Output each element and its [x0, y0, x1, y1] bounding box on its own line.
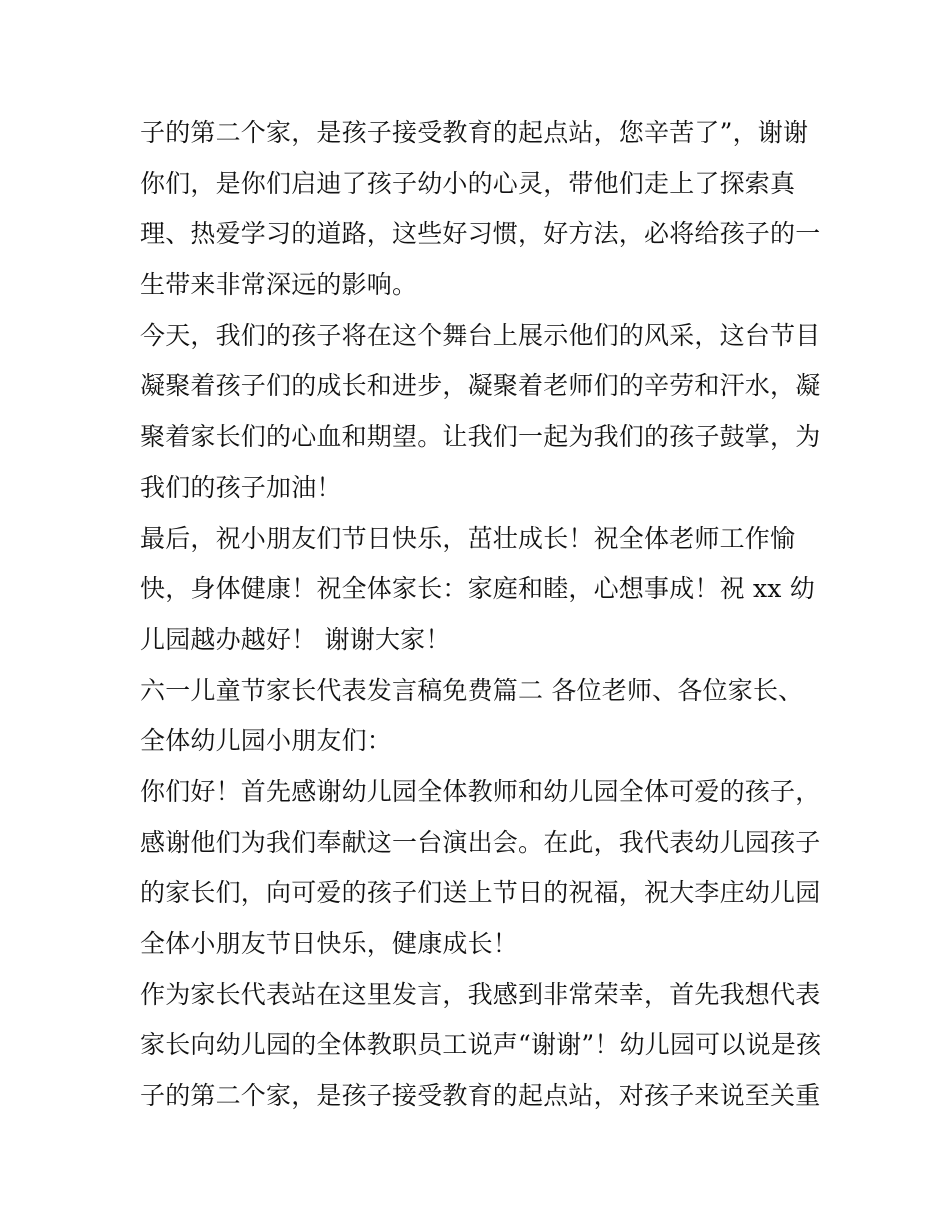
text-line: 子的第二个家，是孩子接受教育的起点站，您辛苦了”，谢谢: [140, 118, 809, 147]
text-line: 全体幼儿园小朋友们：: [140, 726, 393, 756]
text-line: 凝聚着孩子们的成长和进步，凝聚着老师们的辛劳和汗水，凝: [140, 371, 821, 401]
text-line: 快，身体健康！祝全体家长：家庭和睦，心想事成！祝 xx 幼: [140, 574, 815, 604]
document-body: [140, 108, 820, 1122]
text-line: 子的第二个家，是孩子接受教育的起点站，对孩子来说至关重: [140, 1081, 821, 1111]
text-line: 你们，是你们启迪了孩子幼小的心灵，带他们走上了探索真: [140, 168, 796, 198]
text-line: 理、热爱学习的道路，这些好习惯，好方法，必将给孩子的一: [140, 219, 821, 249]
text-line: 聚着家长们的心血和期望。让我们一起为我们的孩子鼓掌，为: [140, 422, 821, 452]
text-line: 你们好！首先感谢幼儿园全体教师和幼儿园全体可爱的孩子，: [140, 776, 821, 806]
text-line: 儿园越办越好！ 谢谢大家！: [140, 624, 451, 654]
text-line: 今天，我们的孩子将在这个舞台上展示他们的风采，这台节目: [140, 320, 821, 350]
text-line: 生带来非常深远的影响。: [140, 270, 418, 300]
text-line: 作为家长代表站在这里发言，我感到非常荣幸，首先我想代表: [140, 979, 821, 1009]
text-line: 我们的孩子加油！: [140, 472, 342, 502]
text-line: 最后，祝小朋友们节日快乐，茁壮成长！祝全体老师工作愉: [140, 523, 796, 553]
text-line: 感谢他们为我们奉献这一台演出会。在此，我代表幼儿园孩子: [140, 827, 821, 857]
text-line: 家长向幼儿园的全体教职员工说声“谢谢”！幼儿园可以说是孩: [140, 1030, 822, 1060]
text-line: 的家长们，向可爱的孩子们送上节日的祝福，祝大李庄幼儿园: [140, 878, 821, 908]
section-heading-line: 六一儿童节家长代表发言稿免费篇二 各位老师、各位家长、: [140, 675, 804, 705]
text-line: 全体小朋友节日快乐，健康成长！: [140, 929, 519, 958]
